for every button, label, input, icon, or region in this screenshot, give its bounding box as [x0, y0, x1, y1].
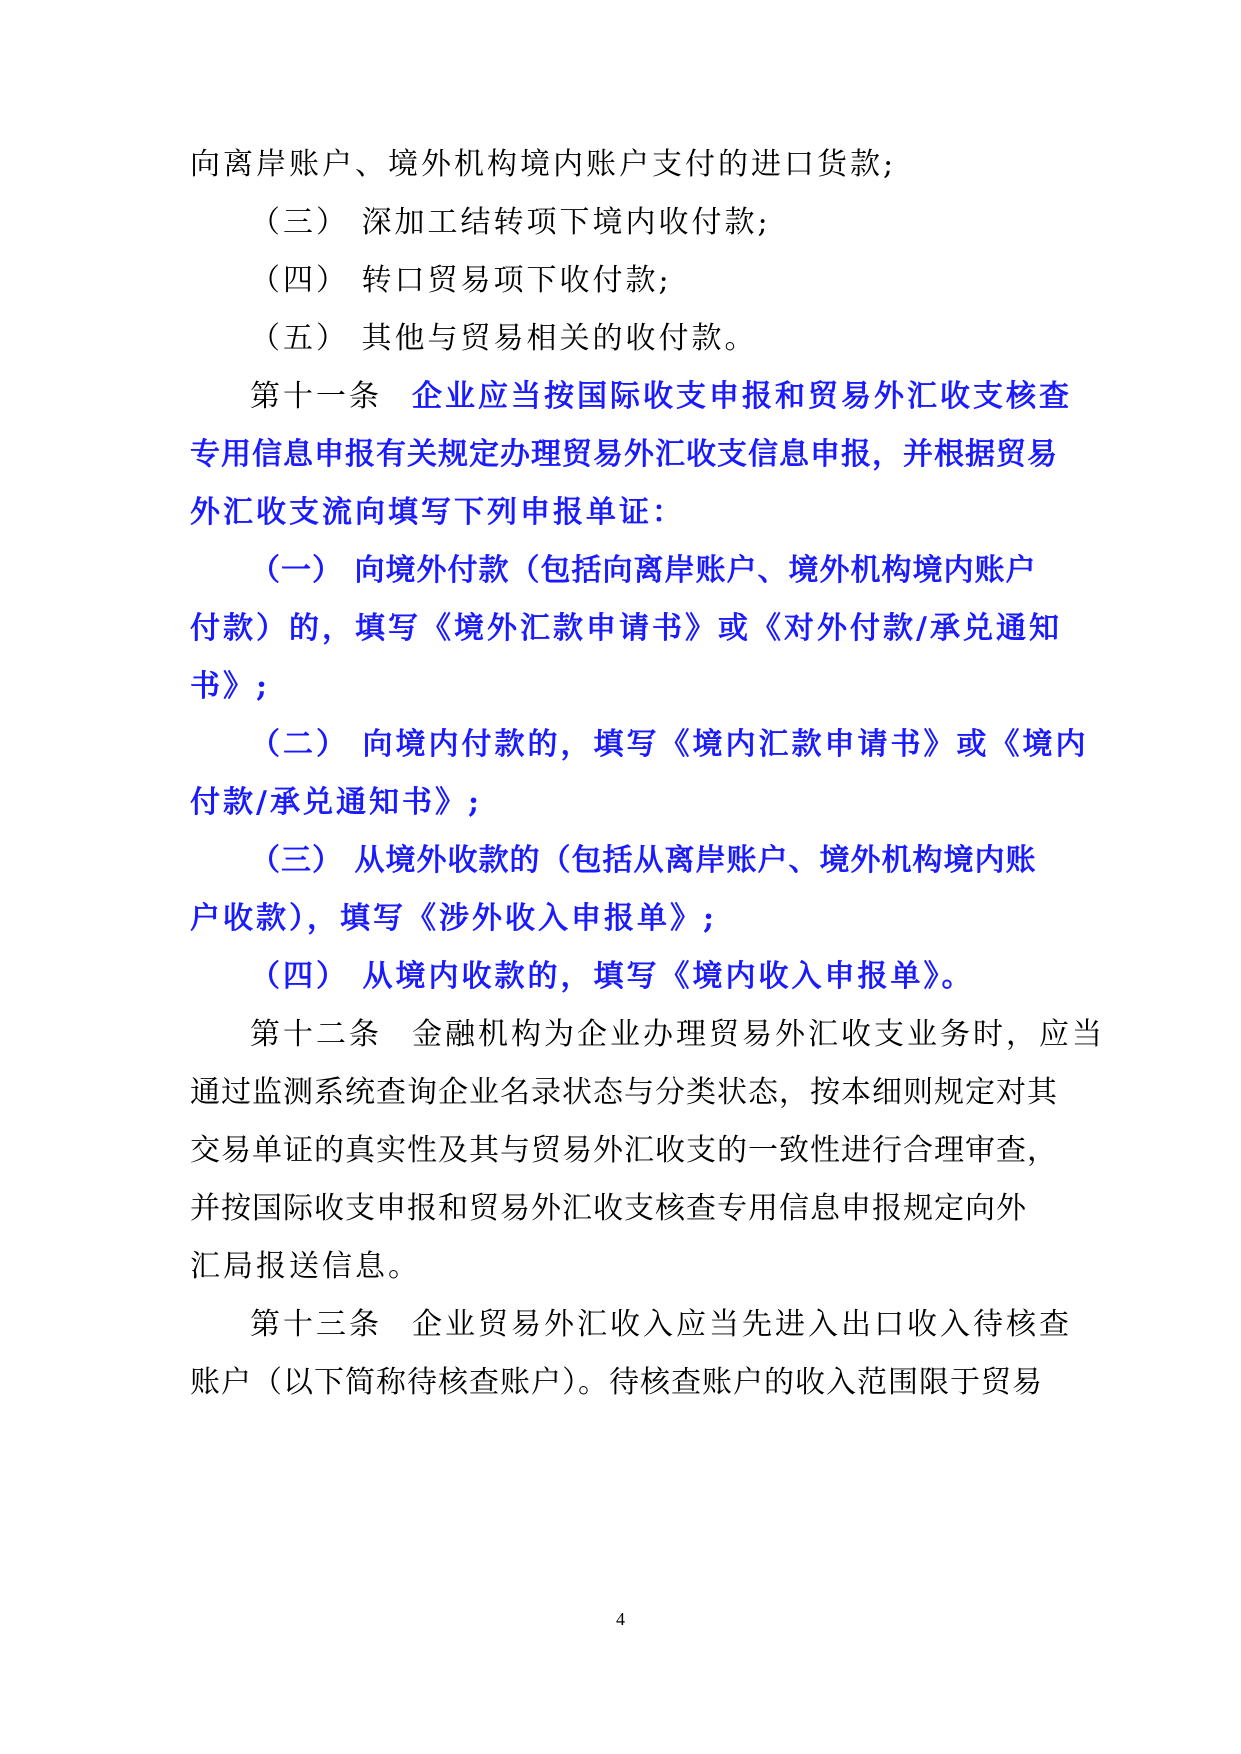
article-11-first-line — [250, 377, 1110, 417]
article-11-text: 企业应当按国际收支申报和贸易外汇收支核查 — [412, 379, 1072, 414]
article-11-line: 专用信息申报有关规定办理贸易外汇收支信息申报，并根据贸易 — [190, 437, 1058, 472]
article-12-first-line — [250, 1015, 1110, 1055]
text-line: 向离岸账户、境外机构境内账户支付的进口货款; — [190, 147, 897, 182]
article-11-item-1-cont: 书》; — [190, 669, 271, 704]
article-13-first-line — [250, 1305, 1110, 1345]
article-13-text: 企业贸易外汇收入应当先进入出口收入待核查 — [412, 1307, 1072, 1342]
article-11-item-1: （一） 向境外付款（包括向离岸账户、境外机构境内账户 — [250, 553, 1037, 588]
article-11-item-4: （四） 从境内收款的，填写《境内收入申报单》。 — [250, 959, 975, 994]
article-13-line: 账户（以下简称待核查账户）。待核查账户的收入范围限于贸易 — [190, 1365, 1043, 1400]
article-12-line: 交易单证的真实性及其与贸易外汇收支的一致性进行合理审查， — [190, 1133, 1058, 1168]
article-11-item-2-cont: 付款/承兑通知书》; — [190, 785, 483, 820]
article-11-line: 外汇收支流向填写下列申报单证： — [190, 495, 685, 530]
article-12-text: 金融机构为企业办理贸易外汇收支业务时，应当 — [412, 1017, 1105, 1052]
article-12-heading: 第十二条 — [250, 1017, 382, 1052]
article-11-item-1-cont: 付款）的，填写《境外汇款申请书》或《对外付款/承兑通知 — [190, 611, 1062, 646]
list-item: （五） 其他与贸易相关的收付款。 — [250, 321, 758, 356]
list-item: （三） 深加工结转项下境内收付款; — [250, 205, 771, 240]
article-11-heading: 第十一条 — [250, 379, 382, 414]
article-12-line: 并按国际收支申报和贸易外汇收支核查专用信息申报规定向外 — [190, 1191, 1027, 1226]
article-11-item-3: （三） 从境外收款的（包括从离岸账户、境外机构境内账 — [250, 843, 1037, 878]
article-11-item-2: （二） 向境内付款的，填写《境内汇款申请书》或《境内 — [250, 727, 1089, 762]
article-12-line: 汇局报送信息。 — [190, 1249, 421, 1284]
article-12-line: 通过监测系统查询企业名录状态与分类状态，按本细则规定对其 — [190, 1075, 1058, 1110]
page-number: 4 — [616, 1609, 625, 1629]
article-13-heading: 第十三条 — [250, 1307, 382, 1342]
article-11-item-3-cont: 户收款），填写《涉外收入申报单》; — [190, 901, 718, 936]
list-item: （四） 转口贸易项下收付款; — [250, 263, 672, 298]
